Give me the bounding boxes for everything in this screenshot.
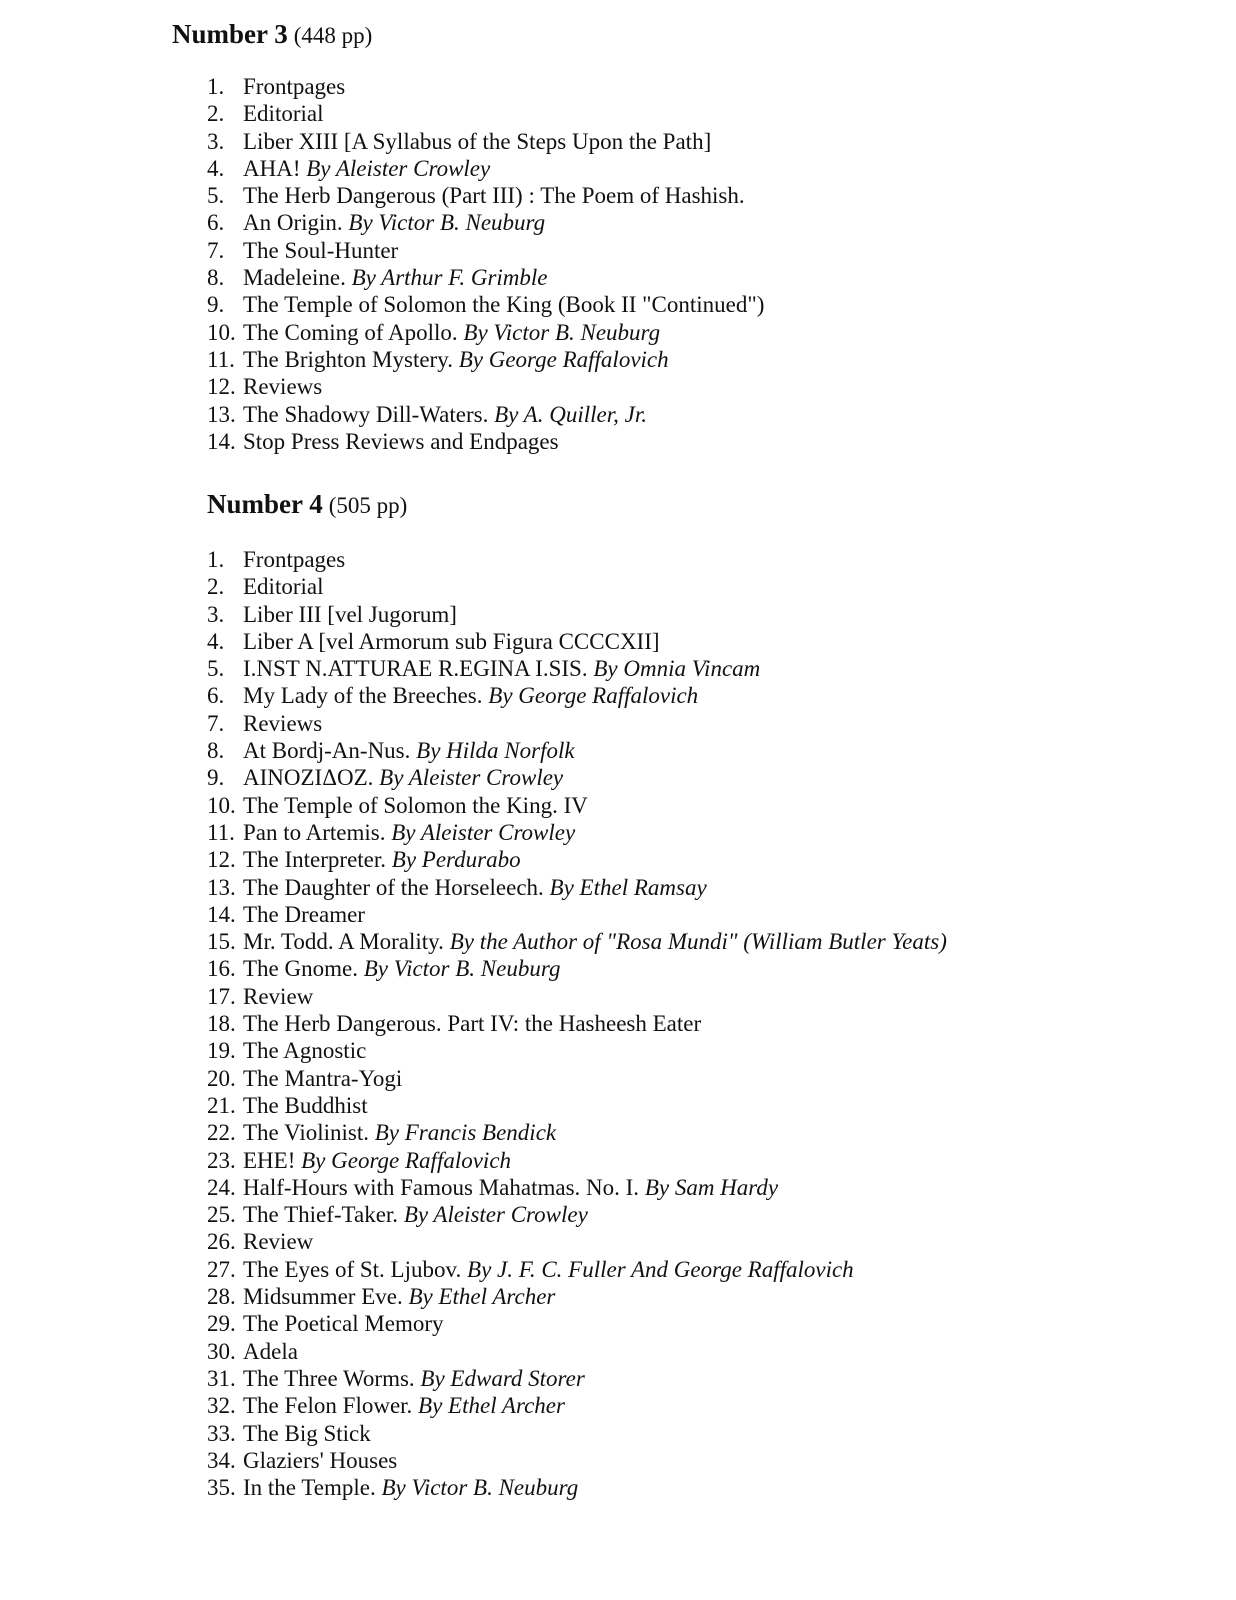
- list-item: [0, 682, 1236, 709]
- list-item: [0, 1365, 1236, 1392]
- item-title: The Eyes of St. Ljubov.: [243, 1256, 462, 1282]
- list-item: [0, 819, 1236, 846]
- item-number: 25.: [207, 1202, 236, 1228]
- item-number: 2.: [207, 574, 225, 600]
- item-author: By Edward Storer: [420, 1365, 585, 1391]
- item-entry: [243, 291, 764, 318]
- item-title: Liber A [vel Armorum sub Figura CCCCXII]: [243, 628, 660, 654]
- item-number: 9.: [207, 765, 225, 791]
- item-title: The Coming of Apollo.: [243, 319, 458, 345]
- item-author: By Ethel Archer: [418, 1393, 565, 1419]
- item-number: 29.: [207, 1311, 236, 1337]
- item-number: 10.: [207, 319, 236, 345]
- item-title: Liber XIII [A Syllabus of the Steps Upon the Path]: [243, 128, 712, 154]
- item-title: Stop Press Reviews and Endpages: [243, 428, 559, 454]
- section-page-count: (448 pp): [293, 23, 373, 48]
- item-entry: [243, 182, 745, 209]
- list-item: [0, 319, 1236, 346]
- item-author: By George Raffalovich: [301, 1147, 512, 1173]
- list-item: [0, 128, 1236, 155]
- list-item: [0, 1474, 1236, 1501]
- item-entry: [243, 1065, 402, 1092]
- item-title: AINOZIΔOZ.: [243, 765, 374, 791]
- item-title: The Buddhist: [243, 1092, 368, 1118]
- item-title: The Felon Flower.: [243, 1393, 413, 1419]
- item-entry: [243, 764, 563, 791]
- item-entry: [243, 100, 323, 127]
- item-number: 14.: [207, 901, 236, 927]
- item-entry: [243, 1310, 444, 1337]
- item-title: The Violinist.: [243, 1120, 369, 1146]
- item-entry: [243, 1201, 588, 1228]
- list-item: [0, 1174, 1236, 1201]
- list-item: [0, 1392, 1236, 1419]
- item-entry: [243, 1338, 298, 1365]
- list-item: [0, 792, 1236, 819]
- item-entry: [243, 901, 365, 928]
- list-item: [0, 73, 1236, 100]
- item-number: 12.: [207, 847, 236, 873]
- item-author: By J. F. C. Fuller And George Raffalovich: [467, 1256, 854, 1282]
- section-heading: [0, 16, 1236, 54]
- item-title: The Agnostic: [243, 1038, 367, 1064]
- item-entry: [243, 1447, 397, 1474]
- item-title: Half-Hours with Famous Mahatmas. No. I.: [243, 1174, 640, 1200]
- item-number: 2.: [207, 101, 225, 127]
- item-entry: [243, 373, 322, 400]
- item-title: The Temple of Solomon the King (Book II "Continued"): [243, 292, 765, 318]
- item-entry: [243, 546, 345, 573]
- item-author: By Arthur F. Grimble: [351, 265, 548, 291]
- list-item: [0, 955, 1236, 982]
- item-title: The Big Stick: [243, 1420, 371, 1446]
- item-entry: [243, 573, 323, 600]
- item-entry: [243, 710, 322, 737]
- item-entry: [243, 1420, 371, 1447]
- item-title: The Three Worms.: [243, 1365, 415, 1391]
- item-number: 11.: [207, 346, 235, 372]
- list-item: [0, 1228, 1236, 1255]
- item-title: Review: [243, 1229, 314, 1255]
- item-number: 3.: [207, 128, 225, 154]
- list-item: [0, 1147, 1236, 1174]
- item-number: 1.: [207, 547, 225, 572]
- item-entry: [243, 319, 660, 346]
- list-item: [0, 710, 1236, 737]
- list-item: [0, 1037, 1236, 1064]
- item-author: By the Author of "Rosa Mundi" (William Butler Yeats): [449, 929, 947, 955]
- item-title: The Daughter of the Horseleech.: [243, 874, 544, 900]
- list-item: [0, 264, 1236, 291]
- list-item: [0, 983, 1236, 1010]
- item-author: By Ethel Ramsay: [549, 874, 707, 900]
- item-title: Editorial: [243, 574, 324, 600]
- list-item: [0, 209, 1236, 236]
- list-item: [0, 764, 1236, 791]
- item-title: The Soul-Hunter: [243, 237, 399, 263]
- item-title: Mr. Todd. A Morality.: [243, 929, 444, 955]
- item-entry: [243, 928, 947, 955]
- list-item: [0, 155, 1236, 182]
- item-entry: [243, 346, 669, 373]
- item-title: AHA!: [243, 155, 301, 181]
- item-entry: [243, 1392, 565, 1419]
- list-item: [0, 1092, 1236, 1119]
- item-entry: [243, 428, 559, 455]
- item-entry: [243, 1256, 854, 1283]
- item-number: 18.: [207, 1011, 236, 1037]
- item-entry: [243, 1119, 556, 1146]
- item-number: 6.: [207, 210, 225, 236]
- list-item: [0, 928, 1236, 955]
- item-title: My Lady of the Breeches.: [243, 683, 483, 709]
- item-number: 11.: [207, 819, 235, 845]
- item-number: 35.: [207, 1475, 236, 1501]
- list-item: [0, 1310, 1236, 1337]
- list-item: [0, 100, 1236, 127]
- item-title: Frontpages: [243, 74, 346, 99]
- item-title: Madeleine.: [243, 265, 346, 291]
- list-item: [0, 373, 1236, 400]
- list-item: [0, 1283, 1236, 1310]
- item-entry: [243, 846, 521, 873]
- item-author: By Victor B. Neuburg: [348, 210, 546, 236]
- section-title: Number 4: [207, 489, 323, 519]
- item-title: The Shadowy Dill-Waters.: [243, 401, 489, 427]
- item-author: By Victor B. Neuburg: [381, 1475, 579, 1501]
- item-number: 12.: [207, 374, 236, 400]
- item-number: 13.: [207, 401, 236, 427]
- list-item: [0, 846, 1236, 873]
- item-number: 15.: [207, 929, 236, 955]
- item-entry: [243, 209, 545, 236]
- section-number-4: [0, 486, 1236, 1501]
- item-author: By Perdurabo: [391, 847, 521, 873]
- item-number: 24.: [207, 1174, 236, 1200]
- item-number: 17.: [207, 983, 236, 1009]
- item-entry: [243, 737, 575, 764]
- item-entry: [243, 628, 660, 655]
- item-title: Liber III [vel Jugorum]: [243, 601, 457, 627]
- item-entry: [243, 264, 548, 291]
- item-number: 6.: [207, 683, 225, 709]
- item-number: 33.: [207, 1420, 236, 1446]
- list-item: [0, 182, 1236, 209]
- item-number: 23.: [207, 1147, 236, 1173]
- section-title: Number 3: [172, 19, 288, 49]
- list-item: [0, 628, 1236, 655]
- list-item: [0, 1338, 1236, 1365]
- item-title: The Poetical Memory: [243, 1311, 444, 1337]
- item-author: By Francis Bendick: [374, 1120, 557, 1146]
- item-title: Editorial: [243, 101, 324, 127]
- item-number: 4.: [207, 155, 225, 181]
- item-title: Glaziers' Houses: [243, 1447, 398, 1473]
- list-item: [0, 1010, 1236, 1037]
- item-number: 5.: [207, 183, 225, 209]
- item-title: I.NST N.ATTURAE R.EGINA I.SIS.: [243, 656, 588, 682]
- item-number: 16.: [207, 956, 236, 982]
- item-entry: [243, 1037, 366, 1064]
- list-item: [0, 428, 1236, 455]
- item-number: 9.: [207, 292, 225, 318]
- item-entry: [243, 237, 398, 264]
- item-number: 10.: [207, 792, 236, 818]
- item-author: By Sam Hardy: [644, 1174, 779, 1200]
- list-item: [0, 237, 1236, 264]
- item-number: 5.: [207, 656, 225, 682]
- section-page-count: (505 pp): [328, 493, 408, 518]
- item-number: 4.: [207, 628, 225, 654]
- item-entry: [243, 401, 647, 428]
- item-entry: [243, 128, 711, 155]
- item-number: 8.: [207, 738, 225, 764]
- item-title: Frontpages: [243, 547, 346, 572]
- list-item: [0, 1447, 1236, 1474]
- item-title: EHE!: [243, 1147, 296, 1173]
- item-number: 32.: [207, 1393, 236, 1419]
- list-item: [0, 291, 1236, 318]
- item-title: Pan to Artemis.: [243, 819, 386, 845]
- item-title: At Bordj-An-Nus.: [243, 738, 411, 764]
- item-number: 20.: [207, 1065, 236, 1091]
- item-number: 22.: [207, 1120, 236, 1146]
- item-entry: [243, 1092, 368, 1119]
- item-entry: [243, 1147, 511, 1174]
- item-entry: [243, 655, 760, 682]
- item-number: 7.: [207, 237, 225, 263]
- list-item: [0, 1065, 1236, 1092]
- item-title: Midsummer Eve.: [243, 1284, 403, 1310]
- item-entry: [243, 155, 490, 182]
- item-title: The Interpreter.: [243, 847, 387, 873]
- item-author: By Ethel Archer: [408, 1284, 556, 1310]
- section-number-3: [0, 16, 1236, 455]
- item-title: Reviews: [243, 710, 323, 736]
- list-item: [0, 901, 1236, 928]
- item-number: 7.: [207, 710, 225, 736]
- item-entry: [243, 955, 560, 982]
- item-author: By Victor B. Neuburg: [463, 319, 661, 345]
- item-title: Reviews: [243, 374, 323, 400]
- item-author: By Aleister Crowley: [403, 1202, 588, 1228]
- item-author: By Victor B. Neuburg: [363, 956, 561, 982]
- contents-list: [0, 73, 1236, 455]
- item-title: The Temple of Solomon the King. IV: [243, 792, 588, 818]
- item-entry: [243, 601, 457, 628]
- item-entry: [243, 792, 588, 819]
- item-entry: [243, 682, 698, 709]
- item-title: In the Temple.: [243, 1475, 376, 1501]
- item-author: By Hilda Norfolk: [416, 738, 575, 764]
- item-number: 31.: [207, 1365, 236, 1391]
- item-number: 3.: [207, 601, 225, 627]
- item-author: By Aleister Crowley: [391, 819, 576, 845]
- list-item: [0, 1119, 1236, 1146]
- item-entry: [243, 819, 575, 846]
- item-title: Review: [243, 983, 314, 1009]
- item-number: 21.: [207, 1092, 236, 1118]
- item-title: The Mantra-Yogi: [243, 1065, 403, 1091]
- contents-list: [0, 546, 1236, 1501]
- item-entry: [243, 1365, 585, 1392]
- item-entry: [243, 983, 313, 1010]
- item-number: 19.: [207, 1038, 236, 1064]
- item-entry: [243, 1010, 701, 1037]
- list-item: [0, 1420, 1236, 1447]
- item-title: The Herb Dangerous (Part III) : The Poem of Hashish.: [243, 183, 745, 209]
- list-item: [0, 346, 1236, 373]
- item-author: By Aleister Crowley: [306, 155, 491, 181]
- item-entry: [243, 1283, 555, 1310]
- item-number: 13.: [207, 874, 236, 900]
- item-number: 34.: [207, 1447, 236, 1473]
- list-item: [0, 573, 1236, 600]
- item-entry: [243, 1174, 778, 1201]
- item-title: An Origin.: [243, 210, 343, 236]
- item-title: The Dreamer: [243, 901, 365, 927]
- item-author: By Omnia Vincam: [593, 656, 761, 682]
- item-number: 27.: [207, 1256, 236, 1282]
- item-title: The Gnome.: [243, 956, 358, 982]
- item-author: By George Raffalovich: [458, 346, 669, 372]
- item-entry: [243, 874, 707, 901]
- list-item: [0, 655, 1236, 682]
- item-author: By Aleister Crowley: [379, 765, 564, 791]
- item-number: 26.: [207, 1229, 236, 1255]
- item-author: By George Raffalovich: [488, 683, 699, 709]
- section-heading: [0, 486, 1236, 524]
- item-author: By A. Quiller, Jr.: [494, 401, 647, 427]
- item-number: 28.: [207, 1284, 236, 1310]
- item-entry: [243, 1474, 578, 1501]
- list-item: [0, 546, 1236, 573]
- list-item: [0, 1256, 1236, 1283]
- item-number: 14.: [207, 428, 236, 454]
- list-item: [0, 401, 1236, 428]
- list-item: [0, 1201, 1236, 1228]
- item-number: 30.: [207, 1338, 236, 1364]
- list-item: [0, 874, 1236, 901]
- item-title: Adela: [243, 1338, 298, 1364]
- item-title: The Thief-Taker.: [243, 1202, 399, 1228]
- item-number: 8.: [207, 265, 225, 291]
- item-entry: [243, 1228, 313, 1255]
- list-item: [0, 737, 1236, 764]
- item-title: The Herb Dangerous. Part IV: the Hasheesh Eater: [243, 1011, 702, 1037]
- item-title: The Brighton Mystery.: [243, 346, 453, 372]
- list-item: [0, 601, 1236, 628]
- item-number: 1.: [207, 74, 225, 99]
- item-entry: [243, 73, 345, 100]
